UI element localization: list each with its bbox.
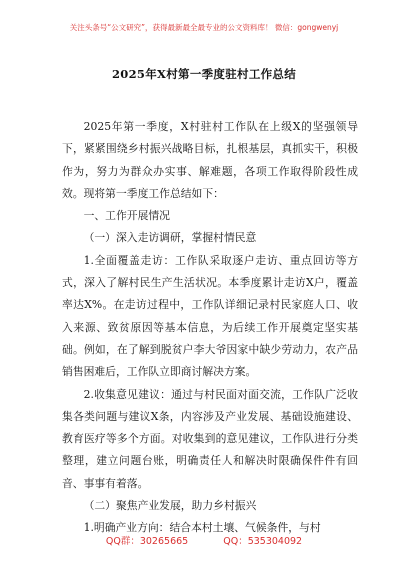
qq-number: QQ：535304092 [223,536,303,547]
subsection-heading-1: （一）深入走访调研，掌握村情民意 [83,231,257,245]
body-paragraph: 2.收集意见建议：通过与村民面对面交流，工作队广泛收集各类问题与建议X条，内容涉及产业发展、基础设施建设、教育医疗等多个方面。对收集到的意见建议，工作队进行分类整理，建立问题台账，明确责任人和解决时限确保件件有回音、事事有着落。 [62,387,358,490]
body-paragraph: 1.全面覆盖走访：工作队采取逐户走访、重点回访等方式，深入了解村民生产生活状况。本季度累计走访X户，覆盖率达X%。在走访过程中，工作队详细记录村民家庭人口、收入来源、致贫原因等基本信息，为后续工作开展奠定坚实基础。例如，在了解到脱贫户李大爷因家中缺少劳动力，农产品销售困难后，工作队立即商讨解决方案。 [62,253,358,379]
subsection-heading-2: （二）聚焦产业发展，助力乡村振兴 [83,499,257,513]
footer-contact [0,533,408,547]
section-heading-1: 一、工作开展情况 [83,209,170,223]
document-title: 2025年X村第一季度驻村工作总结 [111,67,297,81]
header-note: 关注头条号“公文研究”，获得最新最全最专业的公文资料库！ 微信：gongwenyj [69,23,339,32]
qq-group: QQ群：30265665 [105,536,189,547]
intro-paragraph: 2025年第一季度，X村驻村工作队在上级X的坚强领导下，紧紧围绕乡村振兴战略目标，扎根基层，真抓实干，积极作为，努力为群众办实事、解难题，各项工作取得阶段性成效。现将第一季度工作总结如下： [62,120,358,200]
body-paragraph: 1.明确产业方向：结合本村土壤、气候条件，与村 [83,521,321,535]
document-body [62,116,358,540]
